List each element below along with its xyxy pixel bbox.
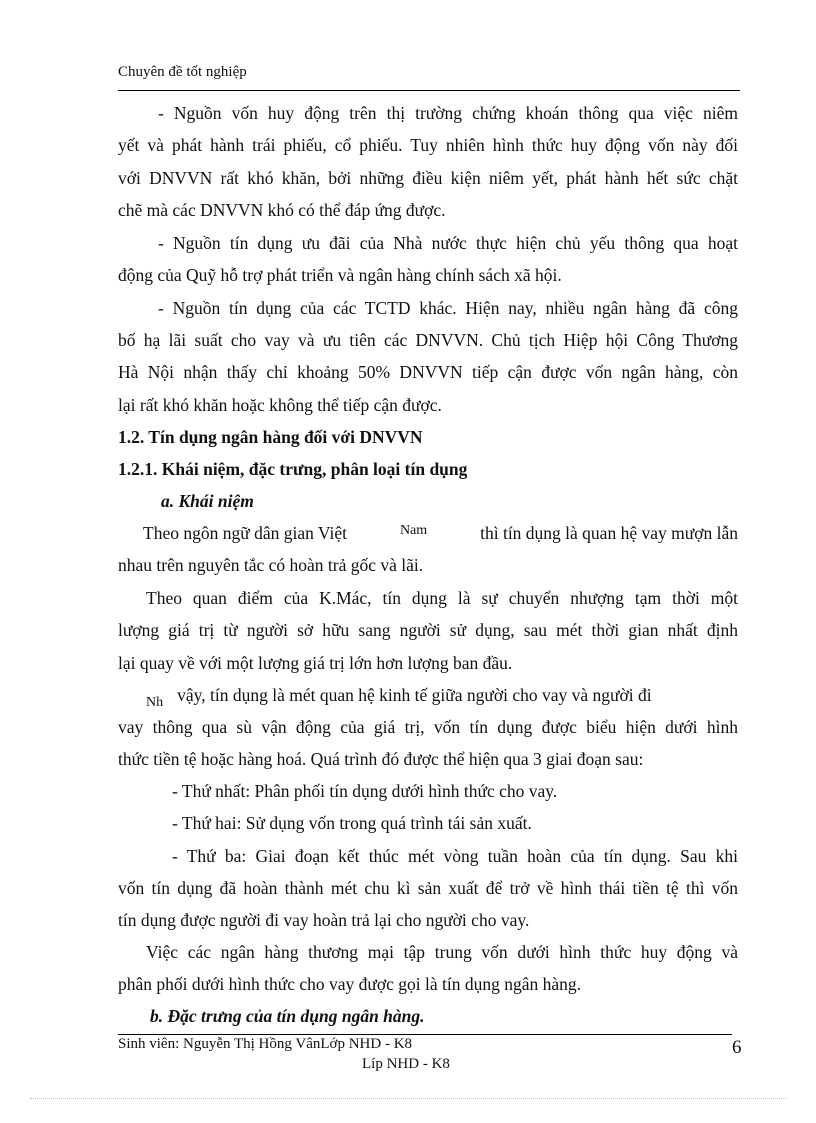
text-line: - Thứ nhất: Phân phối tín dụng dưới hình thức cho vay. (172, 781, 558, 801)
text-line: lượng giá trị từ người sở hữu sang người sử dụng, sau mét thời gian nhất định (118, 620, 738, 640)
text-line: nhau trên nguyên tắc có hoàn trả gốc và lãi. (118, 555, 424, 575)
text-line: - Nguồn tín dụng ưu đãi của Nhà nước thực hiện chủ yếu thông qua hoạt (158, 233, 738, 253)
text-line: lại rất khó khăn hoặc không thể tiếp cận được. (118, 395, 442, 415)
text-span-subscript: Nam (399, 523, 428, 538)
section-heading: 1.2. Tín dụng ngân hàng đối với DNVVN (118, 427, 423, 447)
text-span-subscript: Nh (146, 695, 164, 710)
footer-text: Sinh viên: Nguyễn Thị Hồng VânLớp NHD - K8 (118, 1036, 413, 1052)
text-line: chẽ mà các DNVVN khó có thể đáp ứng được. (118, 200, 446, 220)
text-line: thức tiền tệ hoặc hàng hoá. Quá trình đó được thể hiện qua 3 giai đoạn sau: (118, 749, 644, 769)
text-line (146, 685, 738, 711)
text-line: với DNVVN rất khó khăn, bởi những điều kiện niêm yết, phát hành hết sức chặt (118, 168, 738, 188)
subheading-a: a. Khái niệm (161, 491, 254, 511)
text-line: phân phối dưới hình thức cho vay được gọi là tín dụng ngân hàng. (118, 974, 581, 994)
text-line: động của Quỹ hỗ trợ phát triển và ngân hàng chính sách xã hội. (118, 265, 562, 285)
text-line: yết và phát hành trái phiếu, cổ phiếu. Tuy nhiên hình thức huy động vốn này đối (118, 135, 738, 155)
text-line: bố hạ lãi suất cho vay và ưu tiên các DNVVN. Chủ tịch Hiệp hội Công Thương (118, 330, 738, 350)
page-header: Chuyên đề tốt nghiệp (118, 64, 247, 80)
text-line (143, 523, 738, 544)
footer-rule (118, 1034, 732, 1035)
text-line: - Nguồn tín dụng của các TCTD khác. Hiện nay, nhiều ngân hàng đã công (158, 298, 738, 318)
text-line: lại quay về với một lượng giá trị lớn hơn lượng ban đầu. (118, 653, 513, 673)
text-line: Việc các ngân hàng thương mại tập trung vốn dưới hình thức huy động và (146, 942, 738, 962)
text-line: - Nguồn vốn huy động trên thị trường chứng khoán thông qua việc niêm (158, 103, 738, 123)
text-line: vốn tín dụng đã hoàn thành mét chu kì sản xuất để trở về hình thái tiền tệ thì vốn (118, 878, 738, 898)
subsection-heading: 1.2.1. Khái niệm, đặc trưng, phân loại tín dụng (118, 459, 468, 479)
subheading-b: b. Đặc trưng của tín dụng ngân hàng. (150, 1006, 425, 1026)
text-span: Theo ngôn ngữ dân gian Việt (143, 523, 347, 543)
text-line: Theo quan điểm của K.Mác, tín dụng là sự chuyển nhượng tạm thời một (146, 588, 738, 608)
text-line: - Thứ hai: Sử dụng vốn trong quá trình tái sản xuất. (172, 813, 532, 833)
page-number: 6 (732, 1037, 742, 1058)
footer-text-2: Líp NHD - K8 (362, 1056, 450, 1072)
text-line: - Thứ ba: Giai đoạn kết thúc mét vòng tuần hoàn của tín dụng. Sau khi (172, 846, 738, 866)
text-line: vay thông qua sù vận động của giá trị, vốn tín dụng được biểu hiện dưới hình (118, 717, 738, 737)
text-span: thì tín dụng là quan hệ vay mượn lẫn (480, 523, 738, 543)
text-line: Hà Nội nhận thấy chỉ khoảng 50% DNVVN tiếp cận được vốn ngân hàng, còn (118, 362, 738, 382)
page-bottom-border (30, 1098, 786, 1099)
text-span: vậy, tín dụng là mét quan hệ kinh tế giữa người cho vay và người đi (177, 685, 652, 705)
text-line: tín dụng được người đi vay hoàn trả lại cho người cho vay. (118, 910, 530, 930)
header-rule (118, 90, 740, 91)
